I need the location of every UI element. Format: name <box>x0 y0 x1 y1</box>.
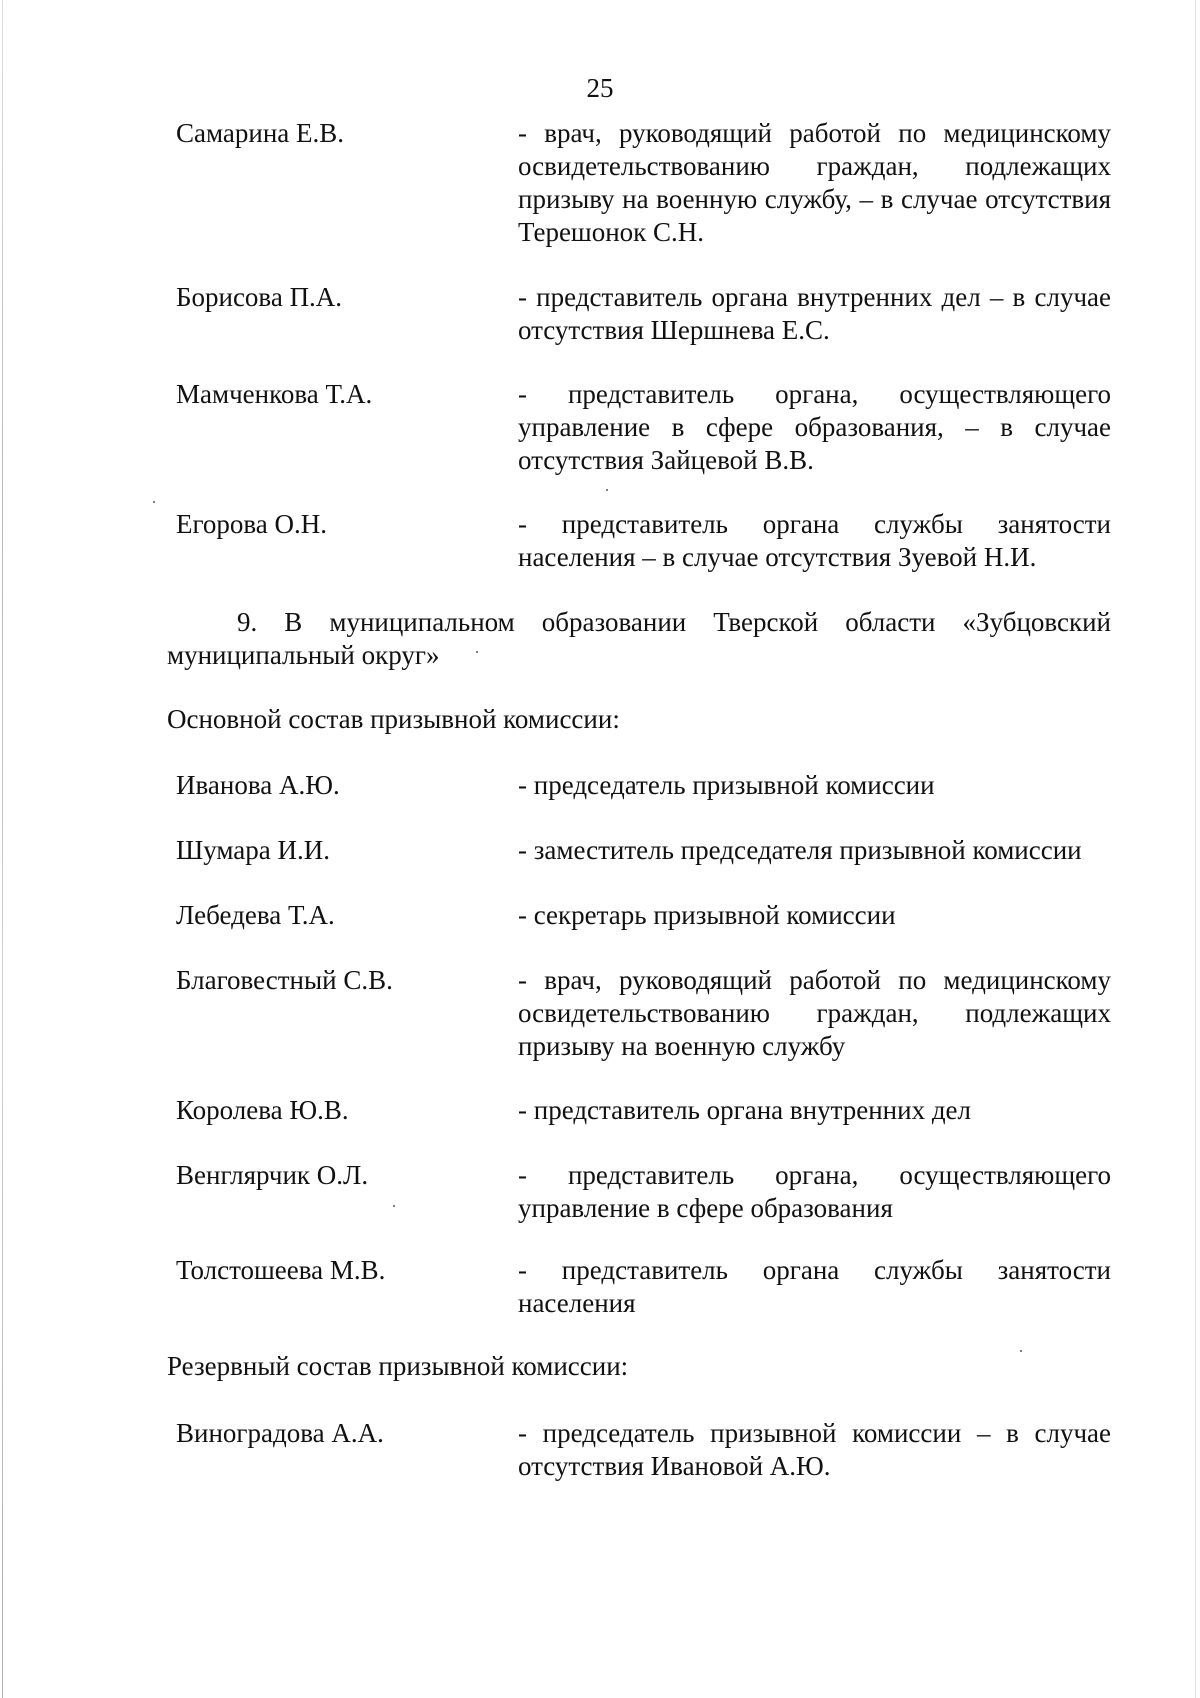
scan-speck <box>606 489 608 491</box>
section-paragraph <box>167 606 1111 672</box>
member-role: - представитель органа службы занятости населения – в случае отсутствия Зуевой Н.И. <box>518 509 1111 572</box>
scan-speck <box>153 501 155 503</box>
member-role: - заместитель председателя призывной комиссии <box>518 835 1082 865</box>
member-name: Толстошеева М.В. <box>176 1255 386 1285</box>
scan-speck <box>476 651 478 653</box>
reserve-composition-heading: Резервный состав призывной комиссии: <box>167 1351 629 1381</box>
scan-edge-right <box>1195 0 1196 1698</box>
member-name: Шумара И.И. <box>176 835 330 865</box>
member-name: Лебедева Т.А. <box>176 900 335 930</box>
member-role: - председатель призывной комиссии – в случае отсутствия Ивановой А.Ю. <box>518 1418 1111 1481</box>
member-name: Виноградова А.А. <box>176 1418 384 1448</box>
scan-speck <box>393 1205 395 1207</box>
member-role: - представитель органа, осуществляющего управление в сфере образования, – в случае отсутствия Зайцевой В.В. <box>518 379 1111 475</box>
scan-edge-left <box>2 0 3 1698</box>
member-role: - врач, руководящий работой по медицинскому освидетельствованию граждан, подлежащих призыву на военную службу <box>518 965 1111 1061</box>
member-role: - председатель призывной комиссии <box>518 770 935 800</box>
main-composition-heading: Основной состав призывной комиссии: <box>167 704 620 734</box>
member-role: - представитель органа внутренних дел <box>518 1095 972 1125</box>
section-paragraph-text: 9. В муниципальном образовании Тверской области «Зубцовский муниципальный округ» <box>167 607 1111 670</box>
member-role: - представитель органа, осуществляющего управление в сфере образования <box>518 1160 1111 1223</box>
member-name: Мамченкова Т.А. <box>176 379 373 409</box>
scan-speck <box>1020 1350 1022 1352</box>
member-role: - представитель органа службы занятости населения <box>518 1255 1111 1318</box>
member-name: Самарина Е.В. <box>176 118 345 148</box>
member-name: Борисова П.А. <box>176 282 343 312</box>
member-name: Венглярчик О.Л. <box>176 1160 369 1190</box>
member-name: Королева Ю.В. <box>176 1095 349 1125</box>
member-role: - секретарь призывной комиссии <box>518 900 896 930</box>
member-role: - представитель органа внутренних дел – в случае отсутствия Шершнева Е.С. <box>518 282 1111 345</box>
member-name: Иванова А.Ю. <box>176 770 340 800</box>
member-role: - врач, руководящий работой по медицинскому освидетельствованию граждан, подлежащих призыву на военную службу, – в случае отсутствия Терешонок С.Н. <box>518 118 1111 247</box>
member-name: Егорова О.Н. <box>176 509 328 539</box>
page-number: 25 <box>586 73 614 103</box>
member-name: Благовестный С.В. <box>176 965 393 995</box>
